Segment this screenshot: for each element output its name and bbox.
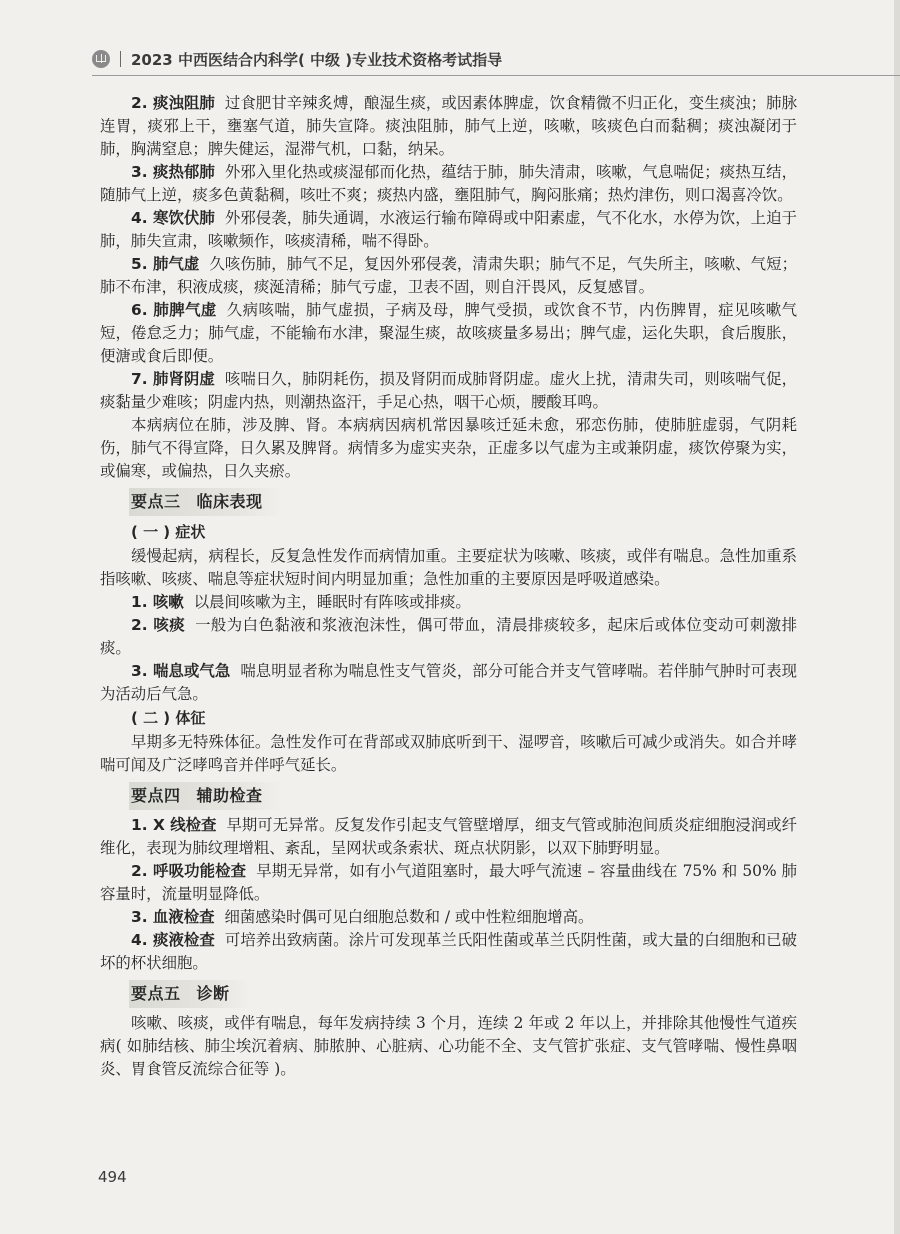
page-edge bbox=[894, 0, 900, 1234]
section-heading-3 bbox=[129, 488, 283, 516]
paragraph-tantuo bbox=[100, 92, 797, 161]
paragraph-feishen bbox=[100, 368, 797, 414]
item-head: 4. 痰液检查 bbox=[131, 931, 215, 949]
page-number: 494 bbox=[98, 1168, 127, 1186]
header-title: 2023 中西医结合内科学( 中级 )专业技术资格考试指导 bbox=[131, 50, 503, 69]
section-title: 诊断 bbox=[196, 984, 230, 1003]
item-text: 细菌感染时偶可见白细胞总数和 / 或中性粒细胞增高。 bbox=[224, 908, 594, 926]
section-label: 要点五 bbox=[131, 984, 181, 1003]
item-head: 1. X 线检查 bbox=[131, 816, 217, 834]
item-head: 3. 血液检查 bbox=[131, 908, 215, 926]
item-text: 早期可无异常。反复发作引起支气管壁增厚，细支气管或肺泡间质炎症细胞浸润或纤维化，表现为肺纹理增粗、紊乱，呈网状或条索状、斑点状阴影，以双下肺野明显。 bbox=[100, 816, 797, 857]
book-icon bbox=[92, 50, 110, 68]
item-text: 外邪侵袭，肺失通调，水液运行输布障碍或中阳素虚，气不化水，水停为饮，上迫于肺，肺失宣肃，咳嗽频作，咳痰清稀，喘不得卧。 bbox=[100, 209, 797, 250]
section-title: 临床表现 bbox=[196, 492, 263, 511]
exam-item bbox=[100, 860, 797, 906]
signs-paragraph: 早期多无特殊体征。急性发作可在背部或双肺底听到干、湿啰音，咳嗽后可减少或消失。如合并哮喘可闻及广泛哮鸣音并伴呼气延长。 bbox=[100, 733, 797, 774]
item-head: 2. 呼吸功能检查 bbox=[131, 862, 247, 880]
section-heading-5 bbox=[129, 980, 250, 1008]
symptoms-intro: 缓慢起病，病程长，反复急性发作而病情加重。主要症状为咳嗽、咳痰，或伴有喘息。急性加重系指咳嗽、咳痰、喘息等症状短时间内明显加重；急性加重的主要原因是呼吸道感染。 bbox=[100, 547, 797, 588]
diagnosis-paragraph: 咳嗽、咳痰，或伴有喘息，每年发病持续 3 个月，连续 2 年或 2 年以上，并排除其他慢性气道疾病( 如肺结核、肺尘埃沉着病、肺脓肿、心脏病、心功能不全、支气管扩张症、支气管哮喘、慢性鼻咽炎、胃食管反流综合征等 )。 bbox=[100, 1014, 797, 1078]
item-head: 3. 痰热郁肺 bbox=[131, 163, 215, 181]
item-text: 咳喘日久，肺阴耗伤，损及肾阴而成肺肾阴虚。虚火上扰，清肃失司，则咳喘气促，痰黏量少难咳；阴虚内热，则潮热盗汗，手足心热，咽干心烦，腰酸耳鸣。 bbox=[100, 370, 797, 411]
item-text: 一般为白色黏液和浆液泡沫性，偶可带血，清晨排痰较多，起床后或体位变动可刺激排痰。 bbox=[100, 616, 797, 657]
paragraph-hanyin bbox=[100, 207, 797, 253]
item-text: 久咳伤肺，肺气不足，复因外邪侵袭，清肃失职；肺气不足，气失所主，咳嗽、气短；肺不布津，积液成痰，痰涎清稀；肺气亏虚，卫表不固，则自汗畏风，反复感冒。 bbox=[100, 255, 797, 296]
paragraph-feipi bbox=[100, 299, 797, 368]
symptom-item bbox=[100, 660, 797, 706]
exam-item bbox=[100, 906, 797, 929]
running-header bbox=[92, 44, 900, 74]
subheading-symptoms: ( 一 ) 症状 bbox=[131, 523, 206, 541]
header-divider bbox=[120, 51, 121, 67]
item-head: 1. 咳嗽 bbox=[131, 593, 184, 611]
item-head: 2. 咳痰 bbox=[131, 616, 186, 634]
item-head: 5. 肺气虚 bbox=[131, 255, 200, 273]
summary-paragraph: 本病病位在肺，涉及脾、肾。本病病因病机常因暴咳迁延未愈，邪恋伤肺，使肺脏虚弱，气阴耗伤，肺气不得宣降，日久累及脾肾。病情多为虚实夹杂，正虚多以气虚为主或兼阴虚，痰饮停聚为实，或偏寒，或偏热，日久夹瘀。 bbox=[100, 416, 797, 480]
symptom-item bbox=[100, 591, 797, 614]
section-label: 要点三 bbox=[131, 492, 181, 511]
subheading-signs: ( 二 ) 体征 bbox=[131, 709, 206, 727]
item-text: 喘息明显者称为喘息性支气管炎，部分可能合并支气管哮喘。若伴肺气肿时可表现为活动后气急。 bbox=[100, 662, 797, 703]
section-label: 要点四 bbox=[131, 786, 181, 805]
item-head: 2. 痰浊阻肺 bbox=[131, 94, 215, 112]
item-text: 可培养出致病菌。涂片可发现革兰氏阳性菌或革兰氏阴性菌，或大量的白细胞和已破坏的杯状细胞。 bbox=[100, 931, 797, 972]
page-body bbox=[100, 92, 797, 1081]
item-text: 过食肥甘辛辣炙煿，酿湿生痰，或因素体脾虚，饮食精微不归正化，变生痰浊；肺脉连胃，痰邪上干，壅塞气道，肺失宣降。痰浊阻肺，肺气上逆，咳嗽，咳痰色白而黏稠；痰浊凝闭于肺，胸满窒息；脾失健运，湿滞气机，口黏，纳呆。 bbox=[100, 94, 797, 158]
item-text: 久病咳喘，肺气虚损，子病及母，脾气受损，或饮食不节，内伤脾胃，症见咳嗽气短，倦怠乏力；肺气虚，不能输布水津，聚湿生痰，故咳痰量多易出；脾气虚，运化失职，食后腹胀，便溏或食后即便。 bbox=[100, 301, 797, 365]
item-head: 6. 肺脾气虚 bbox=[131, 301, 217, 319]
item-head: 3. 喘息或气急 bbox=[131, 662, 231, 680]
paragraph-tanre bbox=[100, 161, 797, 207]
item-head: 7. 肺肾阴虚 bbox=[131, 370, 215, 388]
section-title: 辅助检查 bbox=[196, 786, 263, 805]
header-rule bbox=[92, 75, 900, 76]
item-text: 早期无异常，如有小气道阻塞时，最大呼气流速 – 容量曲线在 75% 和 50% 肺容量时，流量明显降低。 bbox=[100, 862, 798, 903]
paragraph-feiqixu bbox=[100, 253, 797, 299]
symptom-item bbox=[100, 614, 797, 660]
exam-item bbox=[100, 929, 797, 975]
item-text: 外邪入里化热或痰湿郁而化热，蕴结于肺，肺失清肃，咳嗽，气息喘促；痰热互结，随肺气上逆，痰多色黄黏稠，咳吐不爽；痰热内盛，壅阻肺气，胸闷胀痛；热灼津伤，则口渴喜冷饮。 bbox=[100, 163, 797, 204]
item-text: 以晨间咳嗽为主，睡眠时有阵咳或排痰。 bbox=[193, 593, 471, 611]
item-head: 4. 寒饮伏肺 bbox=[131, 209, 215, 227]
exam-item bbox=[100, 814, 797, 860]
section-heading-4 bbox=[129, 782, 283, 810]
